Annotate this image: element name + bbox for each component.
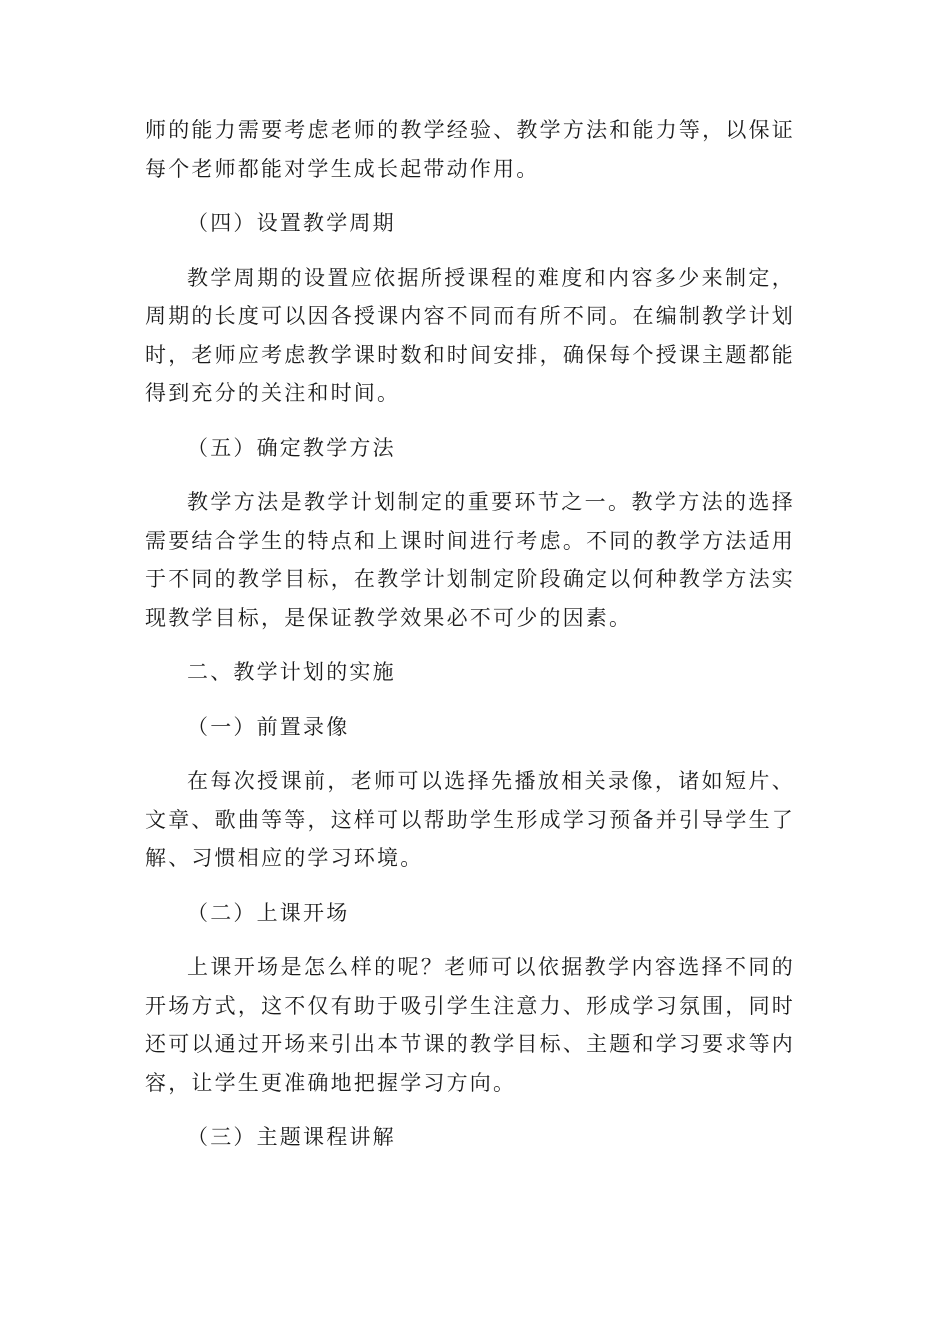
section-heading-teaching-method: （五）确定教学方法	[187, 435, 396, 460]
paragraph-class-opening: 上课开场是怎么样的呢？老师可以依据教学内容选择不同的开场方式，这不仅有助于吸引学生注意力、形成学习氛围，同时还可以通过开场来引出本节课的教学目标、主题和学习要求等内容，让学生更准确地把握学习方向。	[145, 955, 795, 1095]
section-heading-class-opening: （二）上课开场	[187, 900, 350, 925]
section-heading-set-teaching-cycle: （四）设置教学周期	[187, 211, 396, 235]
section-heading-topic-lecture: （三）主题课程讲解	[187, 1125, 396, 1149]
chapter-heading-implementation: 二、教学计划的实施	[187, 660, 396, 684]
paragraph-teaching-cycle: 教学周期的设置应依据所授课程的难度和内容多少来制定，周期的长度可以因各授课内容不同而有所不同。在编制教学计划时，老师应考虑教学课时数和时间安排，确保每个授课主题都能得到充分的关注和时间。	[145, 265, 795, 405]
document-body	[145, 111, 795, 1173]
section-heading-pre-video: （一）前置录像	[187, 714, 350, 739]
paragraph-pre-video: 在每次授课前，老师可以选择先播放相关录像，诸如短片、文章、歌曲等等，这样可以帮助学生形成学习预备并引导学生了解、习惯相应的学习环境。	[145, 769, 795, 870]
paragraph-continued: 师的能力需要考虑老师的教学经验、教学方法和能力等，以保证每个老师都能对学生成长起带动作用。	[145, 118, 795, 181]
paragraph-teaching-method: 教学方法是教学计划制定的重要环节之一。教学方法的选择需要结合学生的特点和上课时间进行考虑。不同的教学方法适用于不同的教学目标，在教学计划制定阶段确定以何种教学方法实现教学目标，是保证教学效果必不可少的因素。	[145, 490, 795, 630]
